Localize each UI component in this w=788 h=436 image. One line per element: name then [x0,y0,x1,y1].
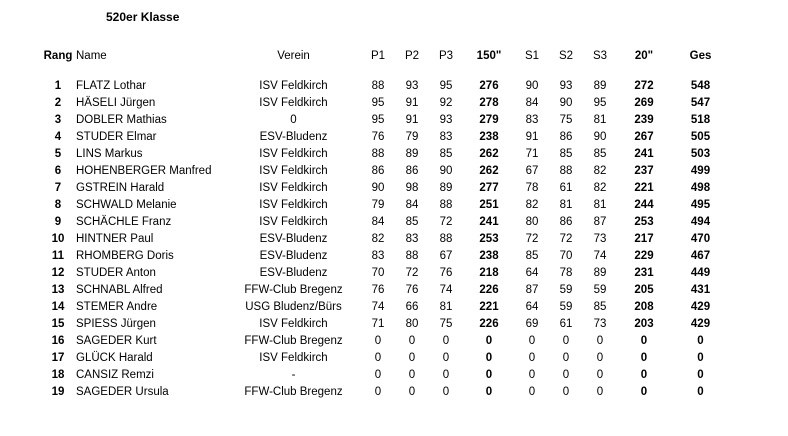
cell-verein: ISV Feldkirch [259,80,328,92]
cell-s1: 69 [525,318,539,330]
cell-verein: ISV Feldkirch [259,318,328,330]
table-row [40,316,730,333]
cell-s2: 0 [562,386,570,398]
cell-sum150: 238 [479,250,499,262]
cell-name: HÄSELI Jürgen [76,97,156,109]
cell-p2: 76 [405,284,419,296]
table-row [40,95,730,112]
cell-verein: ESV-Bludenz [259,267,328,279]
cell-sum20: 0 [640,369,648,381]
cell-ges: 467 [690,250,711,262]
cell-ges: 547 [690,97,711,109]
cell-ges: 429 [690,318,711,330]
cell-s1: 0 [528,335,536,347]
cell-rang: 7 [54,182,62,194]
cell-sum150: 241 [479,216,499,228]
cell-name: HINTNER Paul [76,233,154,245]
cell-verein: ESV-Bludenz [259,250,328,262]
cell-s3: 90 [593,131,607,143]
cell-name: STUDER Elmar [76,131,157,143]
table-row [40,282,730,299]
cell-name: RHOMBERG Doris [76,250,174,262]
cell-p3: 83 [439,131,453,143]
cell-s2: 78 [559,267,573,279]
cell-p3: 76 [439,267,453,279]
cell-s2: 93 [559,80,573,92]
cell-sum150: 253 [479,233,499,245]
cell-rang: 10 [51,233,65,245]
cell-s1: 67 [525,165,539,177]
cell-rang: 6 [54,165,62,177]
cell-sum20: 253 [634,216,654,228]
header-s3: S3 [592,50,608,62]
cell-p2: 83 [405,233,419,245]
table-row [40,367,730,384]
cell-p2: 98 [405,182,419,194]
cell-name: GLÜCK Harald [76,352,153,364]
cell-s2: 86 [559,216,573,228]
cell-p1: 0 [374,335,382,347]
table-row [40,265,730,282]
cell-s3: 73 [593,233,607,245]
cell-s2: 85 [559,148,573,160]
cell-s1: 64 [525,267,539,279]
cell-p3: 90 [439,165,453,177]
cell-s1: 78 [525,182,539,194]
cell-name: SCHÄCHLE Franz [76,216,172,228]
cell-sum20: 0 [640,386,648,398]
results-table [40,45,730,401]
cell-s3: 89 [593,267,607,279]
cell-s1: 90 [525,80,539,92]
cell-s1: 72 [525,233,539,245]
table-body [40,78,730,401]
cell-rang: 8 [54,199,62,211]
cell-sum150: 0 [485,386,493,398]
cell-p3: 74 [439,284,453,296]
cell-verein: ESV-Bludenz [259,131,328,143]
cell-ges: 0 [697,352,704,364]
cell-p1: 95 [371,97,385,109]
cell-p3: 0 [442,352,450,364]
cell-p2: 0 [408,335,416,347]
cell-p1: 0 [374,352,382,364]
cell-verein: FFW-Club Bregenz [244,386,343,398]
cell-s3: 81 [593,114,607,126]
cell-p2: 84 [405,199,419,211]
cell-s2: 88 [559,165,573,177]
cell-rang: 12 [51,267,65,279]
header-p1: P1 [370,50,386,62]
table-row [40,197,730,214]
cell-s2: 86 [559,131,573,143]
cell-ges: 495 [690,199,711,211]
cell-s1: 85 [525,250,539,262]
cell-sum150: 0 [485,352,493,364]
cell-rang: 14 [51,301,65,313]
cell-p1: 0 [374,386,382,398]
cell-s3: 82 [593,165,607,177]
cell-name: SAGEDER Kurt [76,335,157,347]
cell-name: STEMER Andre [76,301,158,313]
cell-p2: 89 [405,148,419,160]
cell-p1: 71 [371,318,385,330]
cell-sum20: 239 [634,114,654,126]
cell-ges: 0 [697,369,704,381]
cell-s1: 87 [525,284,539,296]
table-row [40,112,730,129]
cell-p1: 76 [371,131,385,143]
cell-s3: 74 [593,250,607,262]
cell-s1: 84 [525,97,539,109]
cell-p1: 88 [371,80,385,92]
cell-s3: 0 [596,352,604,364]
cell-sum150: 262 [479,148,499,160]
cell-sum20: 203 [634,318,654,330]
header-rang: Rang [43,50,73,62]
cell-verein: FFW-Club Bregenz [244,335,343,347]
cell-name: SCHNABL Alfred [76,284,163,296]
cell-p1: 83 [371,250,385,262]
cell-verein: ISV Feldkirch [259,148,328,160]
cell-p3: 88 [439,199,453,211]
cell-sum150: 218 [479,267,499,279]
cell-p3: 0 [442,386,450,398]
cell-p2: 80 [405,318,419,330]
cell-sum150: 238 [479,131,499,143]
header-name: Name [76,50,107,62]
cell-s3: 87 [593,216,607,228]
cell-p3: 88 [439,233,453,245]
cell-s2: 59 [559,301,573,313]
cell-name: SAGEDER Ursula [76,386,169,398]
cell-rang: 11 [51,250,65,262]
table-row [40,299,730,316]
cell-p3: 0 [442,369,450,381]
cell-name: SCHWALD Melanie [76,199,177,211]
page-title: 520er Klasse [106,10,180,24]
cell-p2: 79 [405,131,419,143]
cell-name: CANSIZ Remzi [76,369,154,381]
cell-s1: 64 [525,301,539,313]
cell-ges: 0 [697,386,704,398]
header-s1: S1 [524,50,540,62]
cell-p3: 81 [439,301,453,313]
cell-s2: 61 [559,318,573,330]
cell-verein: - [291,369,296,381]
cell-ges: 494 [690,216,711,228]
cell-sum20: 231 [634,267,654,279]
header-p2: P2 [404,50,420,62]
cell-rang: 19 [51,386,65,398]
cell-sum20: 241 [634,148,654,160]
cell-s2: 90 [559,97,573,109]
cell-rang: 2 [54,97,62,109]
cell-s2: 72 [559,233,573,245]
cell-s2: 59 [559,284,573,296]
cell-p3: 0 [442,335,450,347]
cell-sum150: 221 [479,301,499,313]
cell-ges: 518 [690,114,711,126]
cell-s3: 0 [596,386,604,398]
table-row [40,146,730,163]
table-row [40,333,730,350]
cell-sum150: 277 [479,182,499,194]
cell-verein: ISV Feldkirch [259,165,328,177]
cell-s1: 83 [525,114,539,126]
cell-p3: 89 [439,182,453,194]
cell-sum20: 0 [640,352,648,364]
cell-p1: 88 [371,148,385,160]
cell-sum150: 226 [479,318,499,330]
cell-verein: ISV Feldkirch [259,352,328,364]
cell-ges: 505 [690,131,711,143]
cell-rang: 15 [51,318,65,330]
table-row [40,180,730,197]
header-ges: Ges [689,50,712,62]
cell-ges: 499 [690,165,711,177]
cell-s3: 73 [593,318,607,330]
cell-s3: 85 [593,148,607,160]
cell-p2: 0 [408,352,416,364]
cell-p3: 92 [439,97,453,109]
cell-sum20: 205 [634,284,654,296]
cell-name: GSTREIN Harald [76,182,165,194]
cell-ges: 548 [690,80,711,92]
table-row [40,384,730,401]
cell-verein: ISV Feldkirch [259,199,328,211]
cell-rang: 5 [54,148,62,160]
cell-sum150: 262 [479,165,499,177]
cell-sum150: 279 [479,114,499,126]
cell-p1: 82 [371,233,385,245]
cell-p1: 95 [371,114,385,126]
cell-verein: USG Bludenz/Bürs [245,301,342,313]
cell-s1: 91 [525,131,539,143]
cell-verein: ESV-Bludenz [259,233,328,245]
cell-rang: 13 [51,284,65,296]
cell-sum20: 244 [634,199,654,211]
cell-s3: 81 [593,199,607,211]
cell-sum20: 0 [640,335,648,347]
cell-s1: 80 [525,216,539,228]
cell-sum150: 278 [479,97,499,109]
cell-s1: 71 [525,148,539,160]
cell-name: DOBLER Mathias [76,114,167,126]
table-row [40,129,730,146]
header-row [40,45,730,67]
cell-verein: FFW-Club Bregenz [244,284,343,296]
cell-sum20: 272 [634,80,654,92]
cell-s3: 85 [593,301,607,313]
cell-p1: 90 [371,182,385,194]
cell-rang: 4 [54,131,62,143]
header-p3: P3 [438,50,454,62]
cell-rang: 1 [54,80,62,92]
cell-p2: 0 [408,386,416,398]
cell-p1: 0 [374,369,382,381]
cell-verein: 0 [290,114,297,126]
cell-p1: 86 [371,165,385,177]
cell-p3: 72 [439,216,453,228]
cell-s2: 75 [559,114,573,126]
cell-rang: 3 [54,114,62,126]
cell-p1: 76 [371,284,385,296]
cell-name: LINS Markus [76,148,143,160]
cell-name: SPIESS Jürgen [76,318,156,330]
cell-s1: 0 [528,352,536,364]
table-row [40,163,730,180]
cell-s3: 89 [593,80,607,92]
cell-p2: 0 [408,369,416,381]
cell-s2: 61 [559,182,573,194]
cell-sum20: 237 [634,165,654,177]
cell-name: STUDER Anton [76,267,156,279]
cell-p3: 93 [439,114,453,126]
cell-p2: 85 [405,216,419,228]
cell-p2: 91 [405,97,419,109]
header-s2: S2 [558,50,574,62]
cell-p1: 70 [371,267,385,279]
table-row [40,78,730,95]
cell-ges: 431 [690,284,711,296]
cell-s3: 0 [596,335,604,347]
cell-sum150: 226 [479,284,499,296]
cell-sum20: 221 [634,182,654,194]
header-verein: Verein [277,50,310,62]
header-sum20: 20" [634,50,654,62]
cell-s2: 81 [559,199,573,211]
cell-p2: 93 [405,80,419,92]
cell-s2: 0 [562,352,570,364]
cell-ges: 429 [690,301,711,313]
table-row [40,248,730,265]
cell-sum150: 276 [479,80,499,92]
cell-s2: 0 [562,369,570,381]
cell-p2: 72 [405,267,419,279]
cell-p3: 95 [439,80,453,92]
cell-ges: 0 [697,335,704,347]
cell-s1: 0 [528,386,536,398]
cell-sum150: 0 [485,335,493,347]
cell-s3: 0 [596,369,604,381]
cell-p3: 67 [439,250,453,262]
cell-p3: 75 [439,318,453,330]
cell-sum20: 208 [634,301,654,313]
cell-rang: 16 [51,335,65,347]
cell-name: HOHENBERGER Manfred [76,165,212,177]
cell-rang: 17 [51,352,65,364]
cell-ges: 498 [690,182,711,194]
cell-s1: 0 [528,369,536,381]
cell-verein: ISV Feldkirch [259,216,328,228]
cell-s2: 0 [562,335,570,347]
cell-ges: 470 [690,233,711,245]
table-row [40,231,730,248]
cell-p2: 88 [405,250,419,262]
cell-verein: ISV Feldkirch [259,97,328,109]
cell-s1: 82 [525,199,539,211]
header-spacer [40,67,730,78]
cell-sum150: 251 [479,199,499,211]
cell-s3: 95 [593,97,607,109]
cell-p1: 74 [371,301,385,313]
cell-s3: 82 [593,182,607,194]
cell-s2: 70 [559,250,573,262]
cell-sum20: 217 [634,233,654,245]
cell-verein: ISV Feldkirch [259,182,328,194]
table-row [40,350,730,367]
table-row [40,214,730,231]
cell-sum150: 0 [485,369,493,381]
cell-sum20: 269 [634,97,654,109]
cell-p3: 85 [439,148,453,160]
cell-rang: 9 [54,216,62,228]
cell-sum20: 267 [634,131,654,143]
cell-sum20: 229 [634,250,654,262]
cell-rang: 18 [51,369,65,381]
cell-ges: 449 [690,267,711,279]
cell-p2: 66 [405,301,419,313]
cell-name: FLATZ Lothar [76,80,147,92]
cell-p1: 84 [371,216,385,228]
cell-p2: 91 [405,114,419,126]
cell-ges: 503 [690,148,711,160]
cell-s3: 59 [593,284,607,296]
cell-p1: 79 [371,199,385,211]
header-sum150: 150" [476,50,502,62]
cell-p2: 86 [405,165,419,177]
